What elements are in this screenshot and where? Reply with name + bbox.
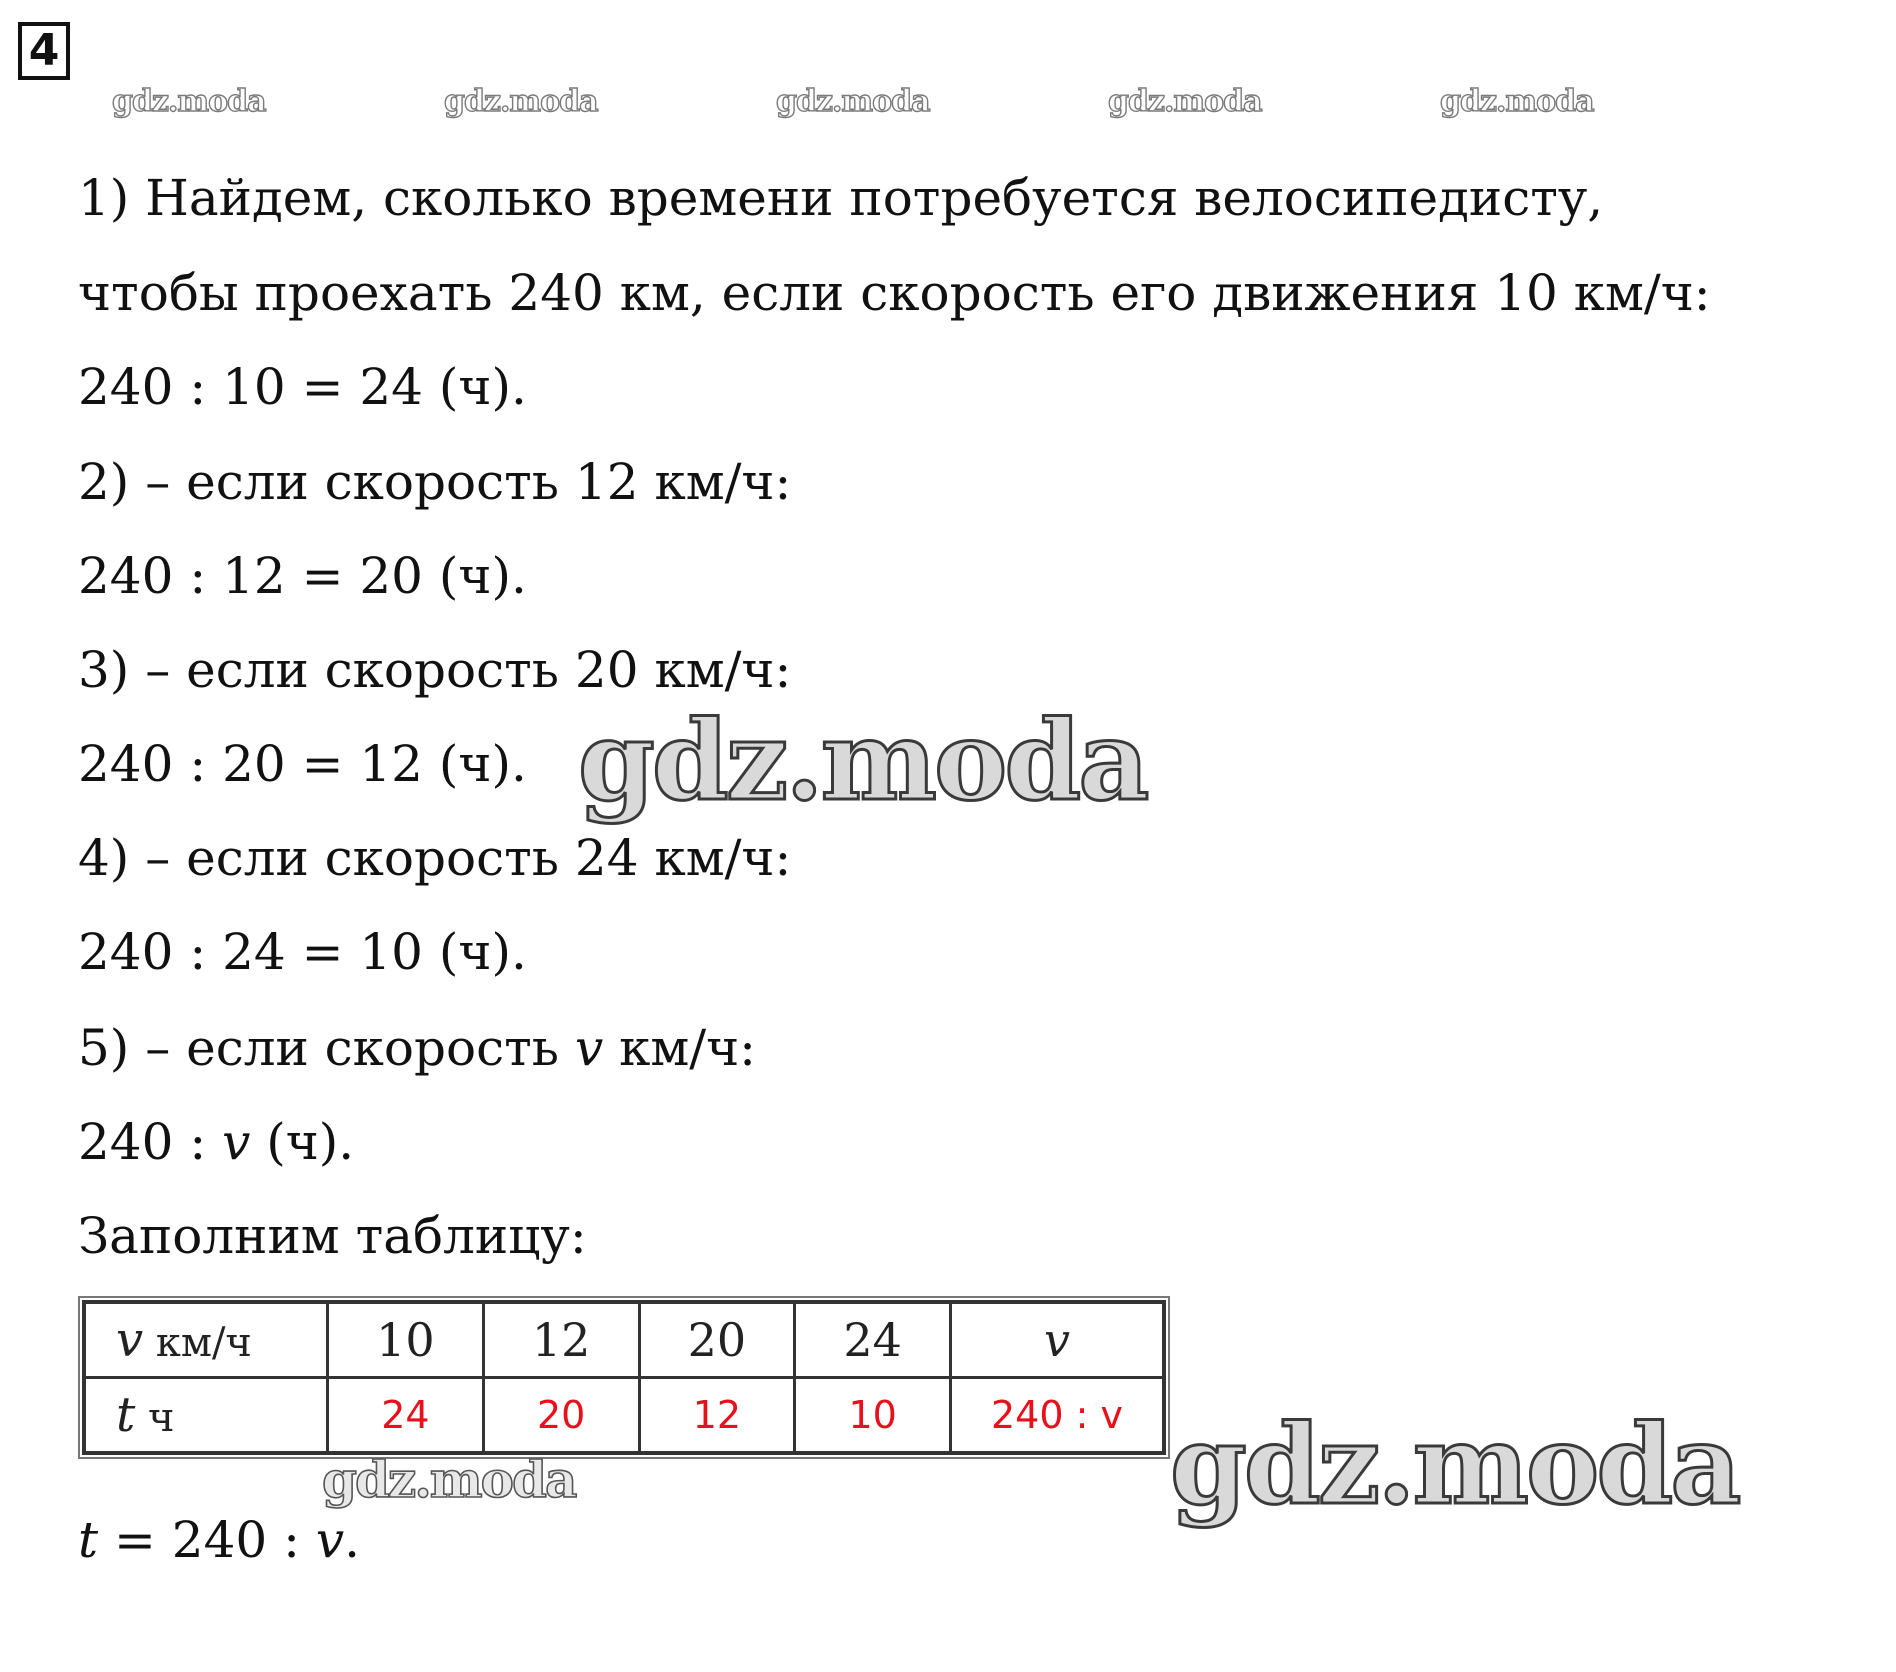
watermark-top-5: gdz.moda [1440, 84, 1594, 119]
table-cell-answer: 12 [639, 1378, 795, 1454]
solution-line-8: 4) – если скорость 24 км/ч: [78, 829, 792, 887]
solution-line-5: 240 : 12 = 20 (ч). [78, 547, 527, 605]
watermark-under-table: gdz.moda [322, 1450, 576, 1509]
speed-variable: v [116, 1312, 144, 1368]
solution-line-12: Заполним таблицу: [78, 1207, 587, 1265]
table-cell: v [951, 1302, 1165, 1378]
speed-unit: км/ч [143, 1320, 252, 1366]
time-unit: ч [135, 1395, 175, 1441]
table-cell: 24 [795, 1302, 951, 1378]
final-formula [78, 1510, 360, 1570]
answer-table [82, 1300, 1166, 1455]
table-cell-answer: 240 : v [951, 1378, 1165, 1454]
formula-v: v [315, 1511, 345, 1569]
watermark-center: gdz.moda [578, 696, 1147, 825]
solution-line-9: 240 : 24 = 10 (ч). [78, 923, 527, 981]
solution-line-6: 3) – если скорость 20 км/ч: [78, 641, 792, 699]
table-header-speed [84, 1302, 328, 1378]
formula-mid: = 240 : [98, 1511, 316, 1569]
solution-line-2: чтобы проехать 240 км, если скорость его движения 10 км/ч: [78, 264, 1711, 322]
watermark-right: gdz.moda [1170, 1400, 1739, 1529]
task-number-box: 4 [18, 22, 70, 80]
solution-line-7: 240 : 20 = 12 (ч). [78, 735, 527, 793]
time-variable: t [116, 1387, 136, 1443]
solution-line-10 [78, 1018, 756, 1078]
formula-t: t [78, 1511, 99, 1569]
line11-suffix: (ч). [250, 1113, 355, 1171]
line11-variable: v [222, 1113, 251, 1171]
solution-line-1: 1) Найдем, сколько времени потребуется велосипедисту, [78, 169, 1604, 227]
watermark-top-2: gdz.moda [444, 84, 598, 119]
solution-line-3: 240 : 10 = 24 (ч). [78, 358, 527, 416]
table-row-speed [84, 1302, 1164, 1378]
formula-end: . [344, 1511, 360, 1569]
watermark-top-1: gdz.moda [112, 84, 266, 119]
line10-prefix: 5) – если скорость [78, 1019, 575, 1077]
watermark-top-3: gdz.moda [776, 84, 930, 119]
solution-line-11 [78, 1112, 354, 1172]
line11-prefix: 240 : [78, 1113, 223, 1171]
line10-variable: v [574, 1019, 604, 1077]
table-cell: 10 [328, 1302, 484, 1378]
table-row-time [84, 1378, 1164, 1454]
table-cell: 12 [483, 1302, 639, 1378]
table-cell-answer: 20 [483, 1378, 639, 1454]
solution-line-4: 2) – если скорость 12 км/ч: [78, 453, 792, 511]
table-cell-answer: 24 [328, 1378, 484, 1454]
table-cell-answer: 10 [795, 1378, 951, 1454]
watermark-top-4: gdz.moda [1108, 84, 1262, 119]
table-header-time [84, 1378, 328, 1454]
line10-suffix: км/ч: [603, 1019, 756, 1077]
table-cell: 20 [639, 1302, 795, 1378]
